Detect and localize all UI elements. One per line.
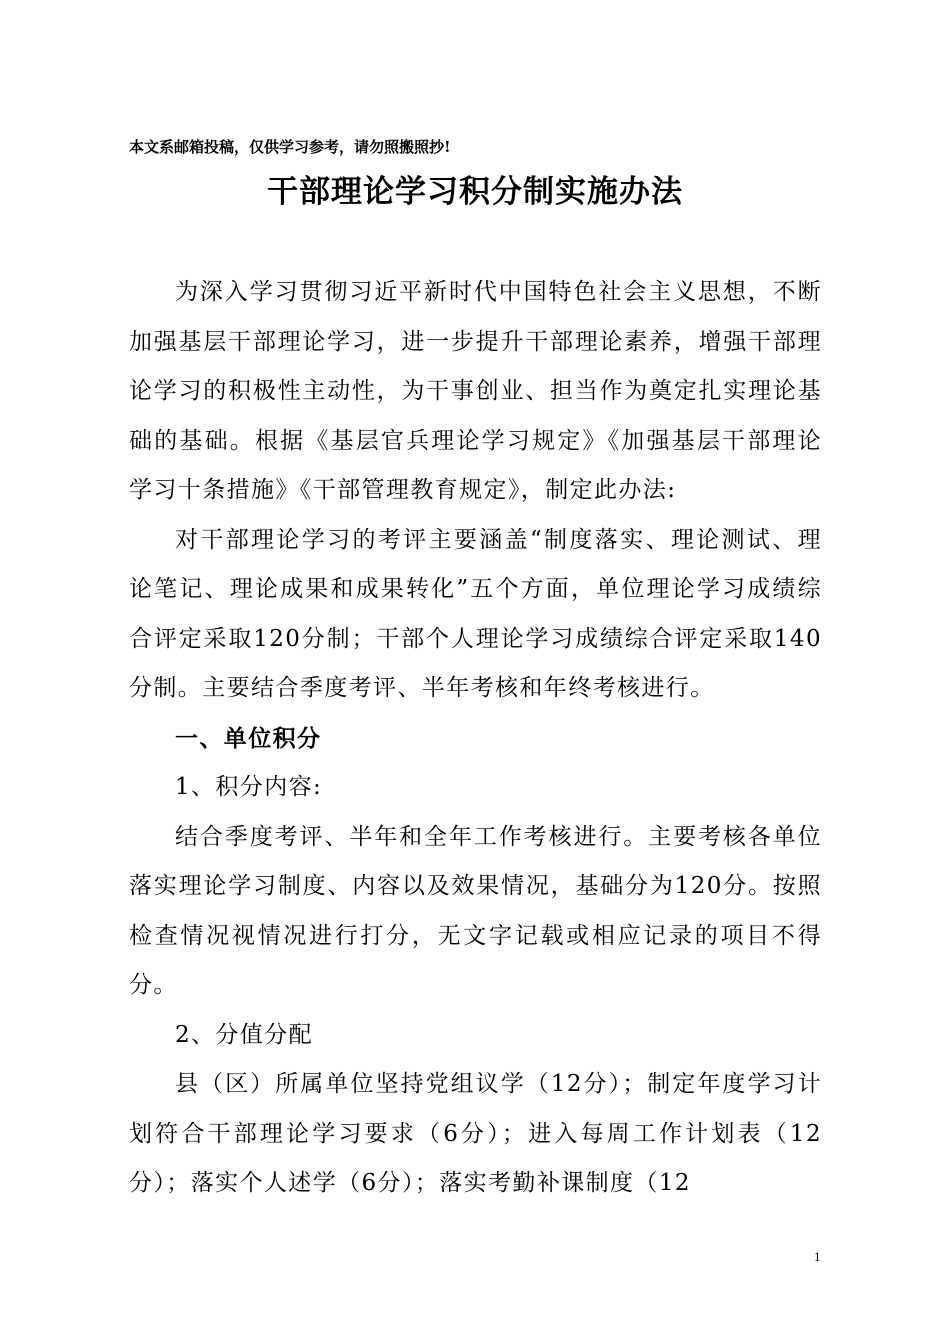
evaluation-paragraph: 对干部理论学习的考评主要涵盖“制度落实、理论测试、理论笔记、理论成果和成果转化”五个方面，单位理论学习成绩综合评定采取120分制；干部个人理论学习成绩综合评定采取140分制。主要结合季度考评、半年考核和年终考核进行。 — [129, 526, 822, 701]
subheading-points-content: 1、积分内容: — [175, 774, 323, 800]
intro-paragraph: 为深入学习贯彻习近平新时代中国特色社会主义思想，不断加强基层干部理论学习，进一步提升干部理论素养，增强干部理论学习的积极性主动性，为干事创业、担当作为奠定扎实理论基础的基础。根据《基层官兵理论学习规定》《加强基层干部理论学习十条措施》《干部管理教育规定》，制定此办法: — [129, 279, 822, 503]
document-body — [129, 268, 822, 1209]
score-allocation-paragraph: 县（区）所属单位坚持党组议学（12分）；制定年度学习计划符合干部理论学习要求（6分）；进入每周工作计划表（12分）；落实个人述学（6分）；落实考勤补课制度（12 — [129, 1071, 822, 1196]
submission-notice: 本文系邮箱投稿，仅供学习参考，请勿照搬照抄! — [129, 138, 451, 156]
page-number: 1 — [814, 1249, 821, 1264]
document-title: 干部理论学习积分制实施办法 — [267, 174, 683, 210]
section-heading-unit-points: 一、单位积分 — [175, 724, 322, 752]
subheading-score-allocation: 2、分值分配 — [175, 1021, 314, 1048]
points-content-paragraph: 结合季度考评、半年和全年工作考核进行。主要考核各单位落实理论学习制度、内容以及效果情况，基础分为120分。按照检查情况视情况进行打分，无文字记载或相应记录的项目不得分。 — [129, 823, 822, 998]
